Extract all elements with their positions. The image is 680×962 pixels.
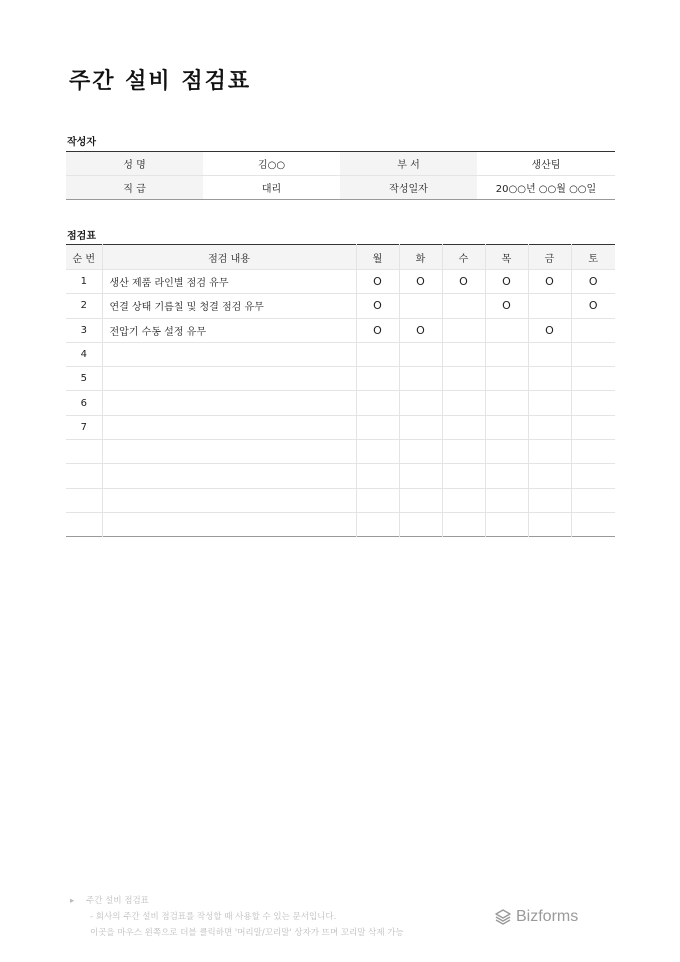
check-mark-cell[interactable]	[485, 367, 528, 391]
check-mark-cell[interactable]	[356, 342, 399, 366]
check-item[interactable]	[102, 512, 356, 536]
table-row	[66, 294, 615, 318]
check-section-label: 점검표	[67, 231, 96, 242]
check-mark-cell[interactable]	[571, 415, 615, 439]
check-mark-cell[interactable]	[442, 440, 485, 464]
check-mark-cell[interactable]	[442, 464, 485, 488]
check-mark-cell[interactable]	[356, 391, 399, 415]
check-table	[66, 244, 615, 537]
check-mark-cell[interactable]	[485, 391, 528, 415]
check-mark-cell[interactable]	[442, 391, 485, 415]
check-mark-cell[interactable]	[442, 512, 485, 536]
check-mark-cell[interactable]	[442, 294, 485, 318]
check-mark-cell[interactable]	[571, 464, 615, 488]
check-mark-cell[interactable]	[399, 464, 442, 488]
check-mark-cell[interactable]	[528, 342, 571, 366]
check-mark-cell[interactable]	[571, 488, 615, 512]
check-mark-cell[interactable]: O	[399, 318, 442, 342]
footer-bullet-icon: ▸	[70, 896, 75, 906]
check-mark-cell[interactable]	[528, 488, 571, 512]
info-value[interactable]: 김○○	[257, 160, 286, 171]
info-value[interactable]: 생산팀	[531, 160, 561, 171]
check-mark-cell[interactable]: O	[485, 270, 528, 294]
check-item[interactable]	[102, 464, 356, 488]
check-mark-cell[interactable]: O	[571, 294, 615, 318]
check-mark-cell[interactable]	[571, 342, 615, 366]
table-row	[66, 512, 615, 536]
check-mark-cell[interactable]	[485, 415, 528, 439]
check-mark-cell[interactable]: O	[356, 318, 399, 342]
info-label: 성 명	[66, 152, 203, 176]
column-header: 금	[528, 245, 571, 270]
check-mark-cell[interactable]: O	[571, 270, 615, 294]
check-item[interactable]: 생산 제품 라인별 점검 유무	[102, 270, 356, 294]
check-mark-cell[interactable]	[571, 440, 615, 464]
info-value[interactable]: 20○○년 ○○월 ○○일	[477, 176, 615, 200]
bizforms-logo	[494, 908, 578, 926]
table-row	[66, 391, 615, 415]
check-mark-cell[interactable]	[485, 488, 528, 512]
table-row	[66, 440, 615, 464]
check-mark-cell[interactable]	[442, 318, 485, 342]
column-header: 수	[442, 245, 485, 270]
row-number: 3	[66, 318, 102, 342]
check-mark-cell[interactable]	[399, 415, 442, 439]
footer-note[interactable]	[70, 893, 404, 941]
check-mark-cell[interactable]	[399, 512, 442, 536]
check-mark-cell[interactable]: O	[442, 270, 485, 294]
column-header: 화	[399, 245, 442, 270]
check-mark-cell[interactable]	[485, 464, 528, 488]
row-number: 5	[66, 367, 102, 391]
check-mark-cell[interactable]	[571, 318, 615, 342]
check-mark-cell[interactable]: O	[528, 270, 571, 294]
row-number: 2	[66, 294, 102, 318]
footer-line-2: 이곳을 마우스 왼쪽으로 더블 클릭하면 '머리말/꼬리말' 상자가 뜨며 꼬리말 삭제 가능	[90, 928, 404, 938]
check-mark-cell[interactable]	[356, 512, 399, 536]
info-label: 직 급	[66, 176, 203, 200]
row-number	[66, 464, 102, 488]
row-number	[66, 440, 102, 464]
author-section-label: 작성자	[67, 137, 96, 148]
check-mark-cell[interactable]	[528, 440, 571, 464]
check-mark-cell[interactable]	[356, 440, 399, 464]
check-mark-cell[interactable]: O	[399, 270, 442, 294]
column-header: 점검 내용	[102, 245, 356, 270]
check-mark-cell[interactable]: O	[528, 318, 571, 342]
info-label: 부 서	[340, 152, 477, 176]
check-mark-cell[interactable]	[485, 440, 528, 464]
column-header: 토	[571, 245, 615, 270]
check-mark-cell[interactable]	[528, 512, 571, 536]
check-mark-cell[interactable]	[485, 342, 528, 366]
row-number: 7	[66, 415, 102, 439]
author-info-table	[66, 151, 615, 200]
footer-line-1: - 회사의 주간 설비 점검표를 작성할 때 사용할 수 있는 문서입니다.	[90, 912, 337, 922]
check-mark-cell[interactable]	[399, 391, 442, 415]
check-mark-cell[interactable]	[399, 342, 442, 366]
check-mark-cell[interactable]	[399, 440, 442, 464]
check-item[interactable]	[102, 367, 356, 391]
check-mark-cell[interactable]	[571, 512, 615, 536]
check-mark-cell[interactable]	[442, 367, 485, 391]
check-item[interactable]	[102, 440, 356, 464]
column-header: 월	[356, 245, 399, 270]
row-number	[66, 488, 102, 512]
check-mark-cell[interactable]: O	[485, 294, 528, 318]
check-mark-cell[interactable]	[528, 464, 571, 488]
check-mark-cell[interactable]	[399, 294, 442, 318]
row-number: 4	[66, 342, 102, 366]
table-row	[66, 270, 615, 294]
logo-name: Bizforms	[516, 908, 579, 925]
author-info-row	[66, 152, 615, 176]
page-title: 주간 설비 점검표	[69, 69, 252, 94]
check-mark-cell[interactable]	[442, 415, 485, 439]
check-item[interactable]	[102, 415, 356, 439]
check-mark-cell[interactable]	[442, 342, 485, 366]
check-mark-cell[interactable]	[528, 391, 571, 415]
check-item[interactable]	[102, 342, 356, 366]
check-mark-cell[interactable]: O	[356, 294, 399, 318]
check-item[interactable]	[102, 488, 356, 512]
check-mark-cell[interactable]	[399, 367, 442, 391]
info-label: 작성일자	[340, 176, 477, 200]
table-row	[66, 342, 615, 366]
check-mark-cell[interactable]	[356, 488, 399, 512]
author-info-row	[66, 176, 615, 200]
check-mark-cell[interactable]	[356, 367, 399, 391]
check-mark-cell[interactable]	[485, 318, 528, 342]
table-row	[66, 488, 615, 512]
check-mark-cell[interactable]	[571, 391, 615, 415]
check-item[interactable]: 전압기 수동 설정 유무	[102, 318, 356, 342]
layers-icon	[494, 908, 512, 926]
column-header: 목	[485, 245, 528, 270]
check-mark-cell[interactable]	[399, 488, 442, 512]
table-row	[66, 464, 615, 488]
footer-title: 주간 설비 점검표	[86, 896, 149, 906]
info-value[interactable]: 대리	[203, 176, 340, 200]
check-mark-cell[interactable]	[528, 415, 571, 439]
check-mark-cell[interactable]	[528, 367, 571, 391]
check-mark-cell[interactable]	[528, 294, 571, 318]
check-item[interactable]: 연결 상태 기름칠 및 청결 점검 유무	[102, 294, 356, 318]
check-mark-cell[interactable]	[442, 488, 485, 512]
check-mark-cell[interactable]	[571, 367, 615, 391]
row-number: 1	[66, 270, 102, 294]
check-mark-cell[interactable]	[485, 512, 528, 536]
table-row	[66, 367, 615, 391]
check-mark-cell[interactable]	[356, 415, 399, 439]
check-mark-cell[interactable]: O	[356, 270, 399, 294]
table-row	[66, 318, 615, 342]
column-header: 순 번	[66, 245, 102, 270]
row-number	[66, 512, 102, 536]
check-item[interactable]	[102, 391, 356, 415]
check-mark-cell[interactable]	[356, 464, 399, 488]
table-row	[66, 415, 615, 439]
row-number: 6	[66, 391, 102, 415]
